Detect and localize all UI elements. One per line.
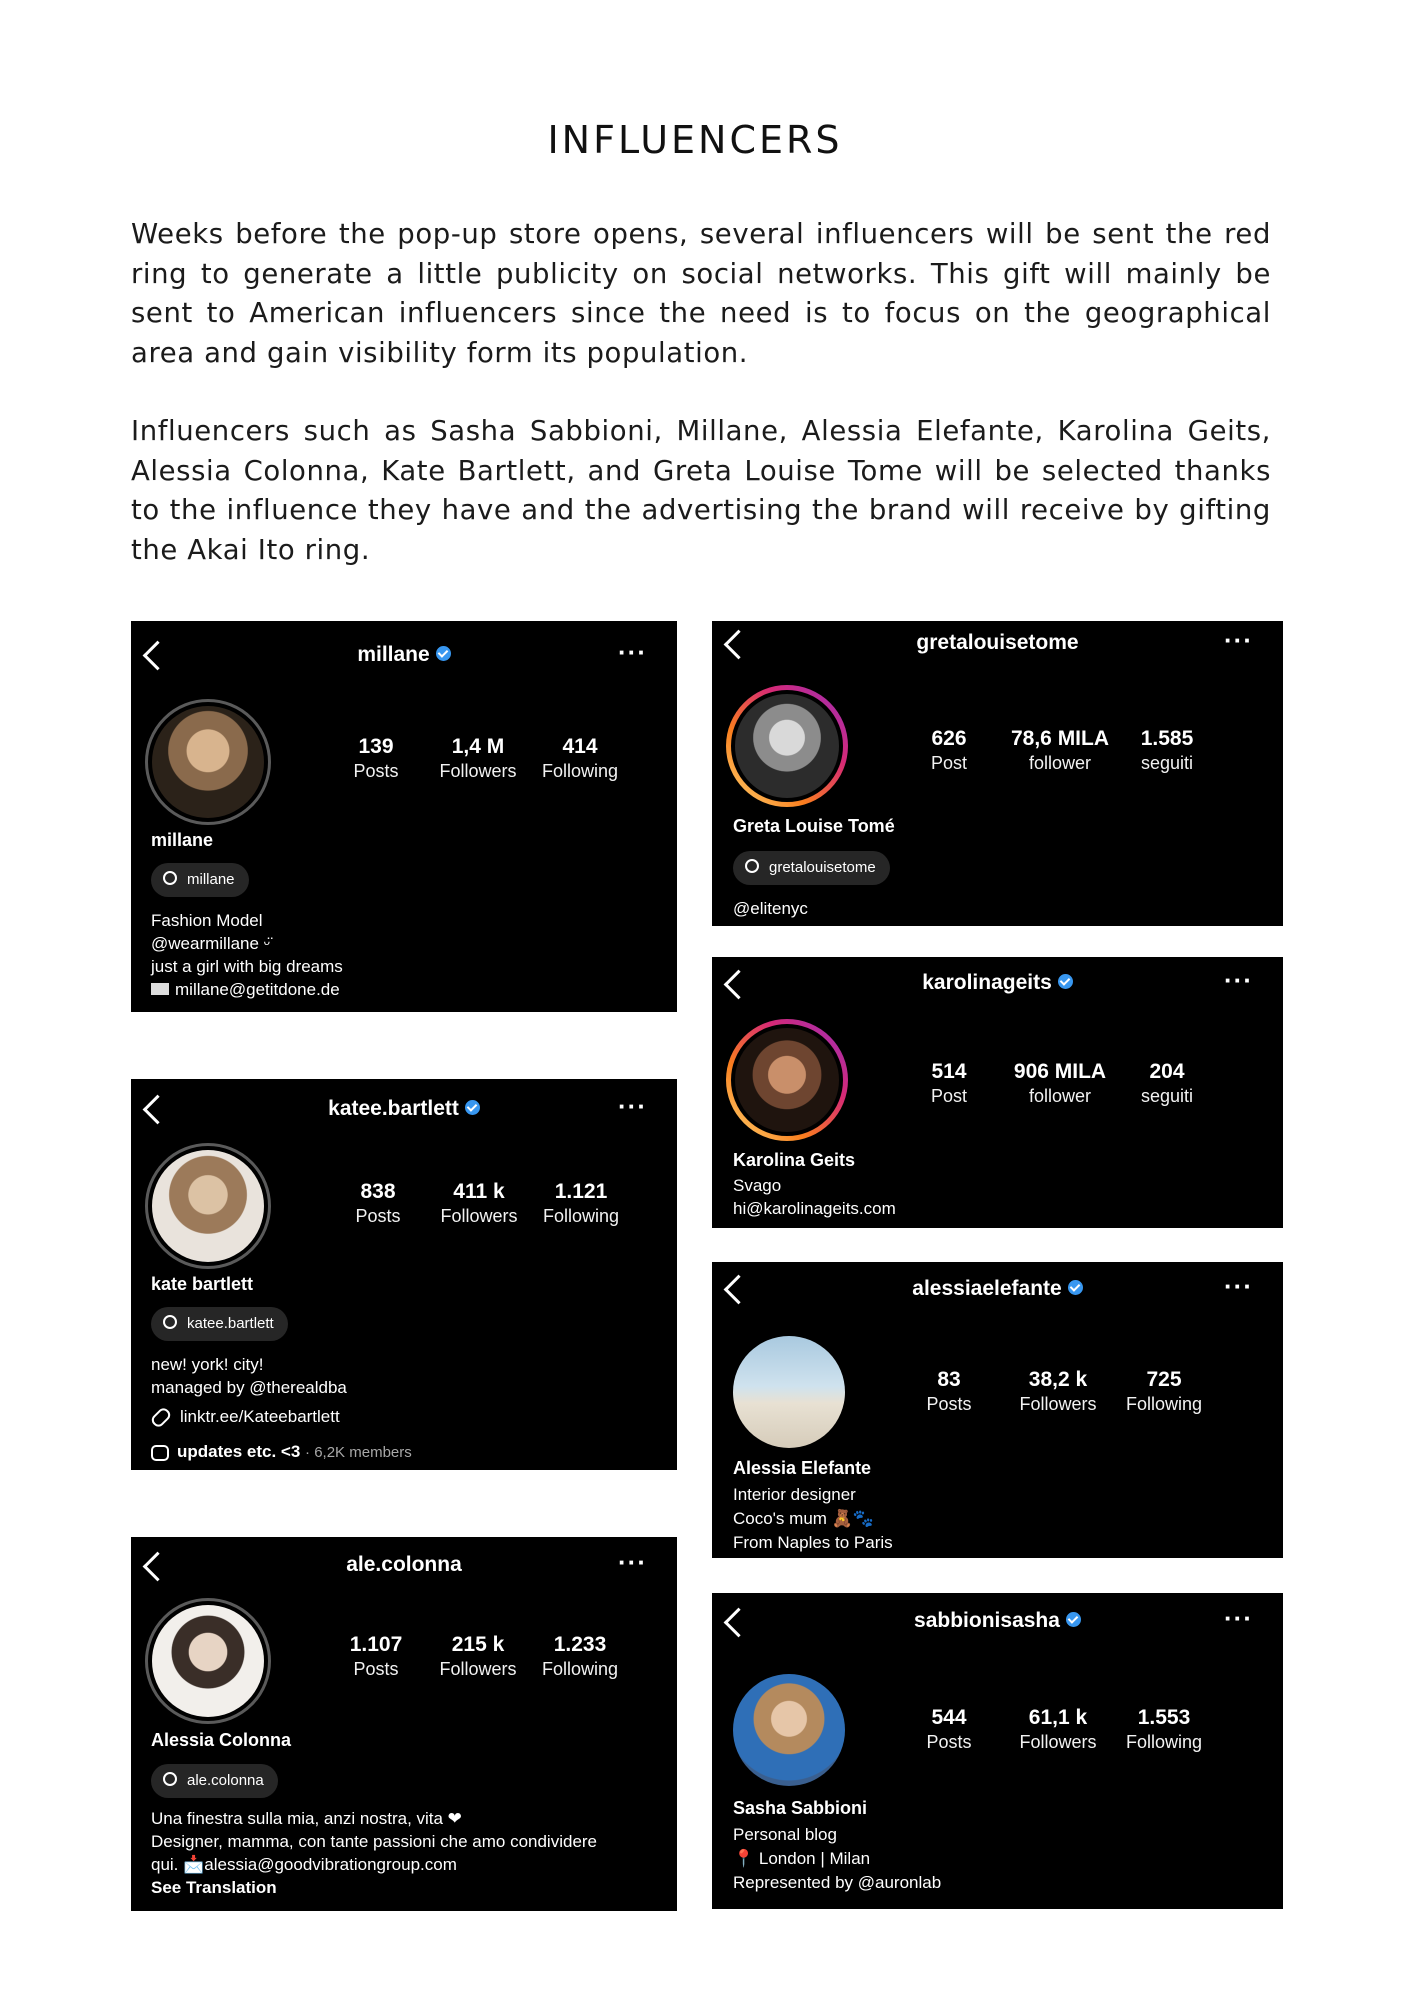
stat-following[interactable]: 725 Following [1125,1368,1203,1414]
threads-button[interactable]: ale.colonna [151,1764,278,1798]
more-dots-icon[interactable]: ··· [618,637,647,667]
stat-posts[interactable]: 514 Post [930,1060,968,1106]
more-dots-icon[interactable]: ··· [1224,965,1253,995]
stat-posts[interactable]: 544 Posts [926,1706,972,1752]
profile-name: Alessia Colonna [151,1730,292,1750]
envelope-icon [151,983,169,995]
avatar[interactable] [145,1143,271,1269]
threads-button[interactable]: millane [151,863,249,897]
threads-icon [163,1315,177,1329]
threads-button[interactable]: gretalouisetome [733,851,890,885]
verified-badge-icon [465,1100,480,1115]
profile-handle: millane [357,643,430,666]
stat-posts[interactable]: 626 Post [930,727,968,773]
verified-badge-icon [1058,974,1073,989]
more-dots-icon[interactable]: ··· [1224,625,1253,655]
profile-bio: Fashion Model @wearmillane ᵕ̈ just a girl with big dreams millane@getitdone.de [151,911,343,999]
more-dots-icon[interactable]: ··· [618,1547,647,1577]
profile-bio: Svago hi@karolinageits.com [733,1176,896,1218]
stat-followers[interactable]: 215 k Followers [439,1633,517,1679]
profile-bio: @elitenyc [733,899,808,918]
stat-followers[interactable]: 1,4 M Followers [439,735,517,781]
profile-name: Greta Louise Tomé [733,816,895,836]
verified-badge-icon [1066,1612,1081,1627]
broadcast-channel[interactable]: updates etc. <3 · 6,2K members [151,1440,412,1463]
profile-header [712,631,1283,655]
profile-card-sabbionisasha [712,1593,1283,1909]
stat-following[interactable]: 1.233 Following [541,1633,619,1679]
stat-followers[interactable]: 906 MILA follower [1013,1060,1107,1106]
profile-header [712,1277,1283,1301]
profile-name: millane [151,830,214,850]
threads-button[interactable]: katee.bartlett [151,1307,288,1341]
stat-followers[interactable]: 61,1 k Followers [1019,1706,1097,1752]
profile-name: kate bartlett [151,1274,254,1294]
profile-card-millane [131,621,677,1012]
avatar[interactable] [733,1674,845,1786]
threads-icon [745,859,759,873]
profile-header [131,643,677,667]
stat-following[interactable]: 204 seguiti [1140,1060,1194,1106]
stat-following[interactable]: 1.585 seguiti [1140,727,1194,773]
stat-posts[interactable]: 1.107 Posts [349,1633,403,1679]
stat-followers[interactable]: 411 k Followers [440,1180,518,1226]
stat-followers[interactable]: 78,6 MILA follower [1010,727,1110,773]
profile-header [131,1097,677,1121]
stat-posts[interactable]: 83 Posts [926,1368,972,1414]
verified-badge-icon [1068,1280,1083,1295]
profile-card-alessiaelefante [712,1262,1283,1558]
profile-header [712,1609,1283,1633]
avatar[interactable] [145,1598,271,1724]
threads-icon [163,1772,177,1786]
profile-handle: alessiaelefante [912,1277,1062,1300]
profile-bio: Personal blog 📍 London | Milan Represented by @auronlab [733,1825,942,1892]
profile-card-katee-bartlett [131,1079,677,1470]
profile-handle: ale.colonna [346,1553,462,1576]
channel-icon [151,1445,169,1461]
profile-bio: Interior designer Coco's mum 🧸🐾 From Naples to Paris [733,1485,893,1552]
verified-badge-icon [436,646,451,661]
more-dots-icon[interactable]: ··· [618,1091,647,1121]
profile-bio: new! york! city! managed by @therealdba linktr.ee/Kateebartlett [151,1353,347,1428]
profile-card-ale-colonna [131,1537,677,1911]
profile-name: Sasha Sabbioni [733,1798,868,1818]
profile-name: Alessia Elefante [733,1458,872,1478]
stat-following[interactable]: 1.121 Following [542,1180,620,1226]
stat-followers[interactable]: 38,2 k Followers [1019,1368,1097,1414]
link-icon [149,1406,172,1429]
profile-handle: gretalouisetome [916,631,1079,654]
stat-posts[interactable]: 139 Posts [353,735,399,781]
stat-following[interactable]: 1.553 Following [1125,1706,1203,1752]
profile-handle: karolinageits [922,971,1052,994]
stat-following[interactable]: 414 Following [541,735,619,781]
profile-card-karolinageits [712,957,1283,1228]
profile-card-gretalouisetome [712,621,1283,926]
more-dots-icon[interactable]: ··· [1224,1271,1253,1301]
more-dots-icon[interactable]: ··· [1224,1603,1253,1633]
threads-icon [163,871,177,885]
profile-name: Karolina Geits [733,1150,856,1170]
avatar[interactable] [145,699,271,825]
selection-paragraph: Influencers such as Sasha Sabbioni, Millane, Alessia Elefante, Karolina Geits, Alessia Colonna, Kate Bartlett, and Greta Louise Tome will be selected thanks to the influence they have and the advertising the brand will receive by gifting the Akai Ito ring. [131,415,1271,566]
intro-paragraph: Weeks before the pop-up store opens, several influencers will be sent the red ring to generate a little publicity on social networks. This gift will mainly be sent to American influencers since the need is to focus on the geographical area and gain visibility form its population. [131,218,1271,369]
profile-header [131,1553,677,1577]
avatar[interactable] [726,685,848,807]
stat-posts[interactable]: 838 Posts [355,1180,401,1226]
profile-header [712,971,1283,995]
avatar[interactable] [733,1336,845,1448]
page-title: INFLUENCERS [547,118,843,162]
see-translation-link[interactable]: See Translation [151,1878,277,1897]
profile-handle: sabbionisasha [914,1609,1060,1632]
profile-handle: katee.bartlett [328,1097,459,1120]
avatar[interactable] [726,1019,848,1141]
profile-bio: Una finestra sulla mia, anzi nostra, vita ❤ Designer, mamma, con tante passioni che amo condividere qui. 📩alessia@goodvibrationgroup.com See Translation [151,1809,598,1897]
